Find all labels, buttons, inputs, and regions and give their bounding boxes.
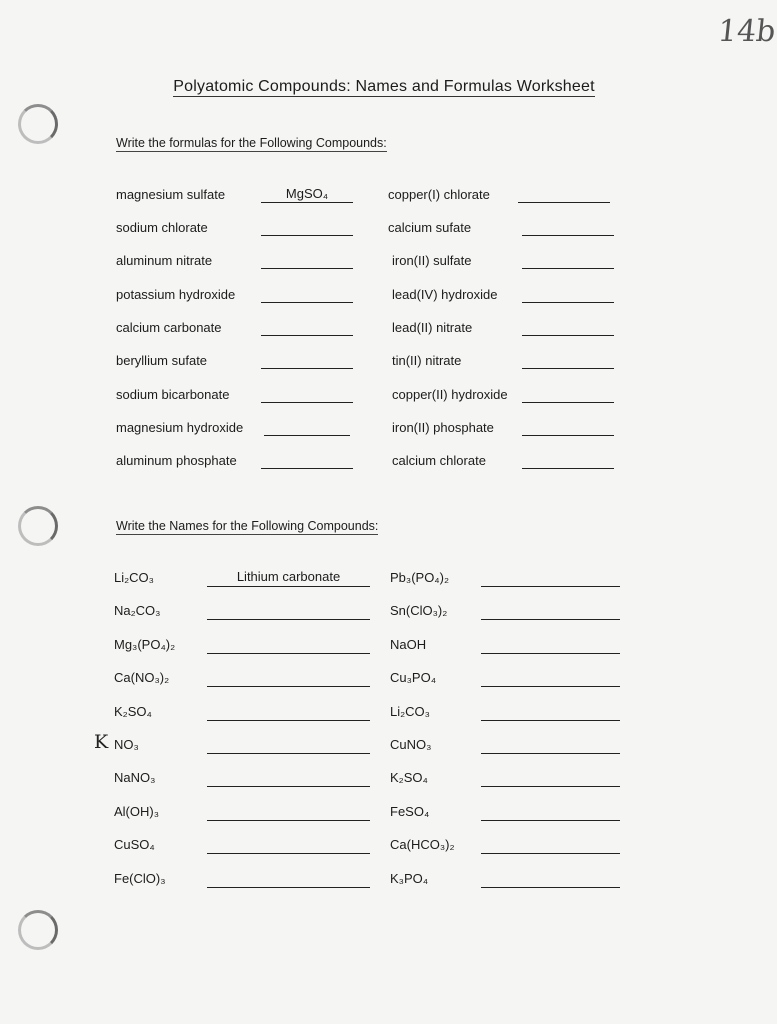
formula-answer-blank[interactable] — [522, 368, 614, 369]
compound-name: lead(IV) hydroxide — [392, 287, 498, 302]
formula-answer-blank[interactable] — [261, 268, 353, 269]
name-answer: Lithium carbonate — [236, 569, 341, 584]
compound-name: potassium hydroxide — [116, 287, 236, 302]
formula-answer-blank[interactable] — [264, 435, 350, 436]
formula-answer-blank[interactable] — [522, 435, 614, 436]
formula-label: Pb₃(PO₄)₂ — [390, 570, 449, 585]
compound-name: iron(II) sulfate — [392, 253, 472, 268]
name-answer-blank[interactable] — [207, 686, 370, 687]
name-answer-blank[interactable] — [207, 653, 370, 654]
compound-name: sodium chlorate — [116, 220, 208, 235]
name-answer-blank[interactable] — [207, 853, 370, 854]
page-title: Polyatomic Compounds: Names and Formulas Worksheet — [173, 78, 595, 95]
formula-answer-blank[interactable] — [522, 268, 614, 269]
compound-name: beryllium sufate — [116, 353, 208, 368]
formula-answer-blank[interactable] — [522, 302, 614, 303]
name-answer-blank[interactable] — [481, 820, 620, 821]
compound-name: aluminum phosphate — [116, 453, 237, 468]
formula-answer-blank[interactable] — [522, 335, 614, 336]
compound-name: magnesium hydroxide — [116, 420, 244, 435]
formula-answer-blank[interactable] — [518, 202, 610, 203]
name-answer-blank[interactable] — [481, 786, 620, 787]
compound-name: calcium carbonate — [116, 320, 222, 335]
formula-label: K₂SO₄ — [390, 770, 428, 785]
compound-name: sodium bicarbonate — [116, 387, 230, 402]
formula-label: K₂SO₄ — [114, 704, 152, 719]
name-answer-blank[interactable] — [481, 586, 620, 587]
formula-label: Ca(HCO₃)₂ — [390, 837, 455, 852]
name-answer-blank[interactable] — [481, 619, 620, 620]
formula-label: Al(OH)₃ — [114, 804, 160, 819]
compound-name: magnesium sulfate — [116, 187, 226, 202]
name-answer-blank[interactable] — [207, 720, 370, 721]
formula-answer-blank[interactable] — [522, 468, 614, 469]
formula-answer-blank[interactable] — [261, 302, 353, 303]
formula-answer-blank[interactable] — [261, 335, 353, 336]
formula-label: K₃PO₄ — [390, 871, 429, 886]
corner-note: 14b — [716, 14, 777, 49]
compound-name: copper(I) chlorate — [388, 187, 490, 202]
formula-answer-blank[interactable] — [261, 368, 353, 369]
formula-label: CuSO₄ — [114, 837, 155, 852]
formula-label: Cu₃PO₄ — [390, 670, 437, 685]
formula-label: FeSO₄ — [390, 804, 430, 819]
formula-label: Fe(ClO)₃ — [114, 871, 166, 886]
name-answer-blank[interactable] — [481, 653, 620, 654]
compound-name: calcium sufate — [388, 220, 472, 235]
formula-answer-blank[interactable] — [261, 468, 353, 469]
formula-label: CuNO₃ — [390, 737, 432, 752]
formula-answer-blank[interactable] — [261, 202, 353, 203]
formula-label: Mg₃(PO₄)₂ — [114, 637, 176, 652]
binder-hole-bottom — [18, 910, 58, 950]
name-answer-blank[interactable] — [481, 887, 620, 888]
compound-name: copper(II) hydroxide — [392, 387, 508, 402]
section2-heading: Write the Names for the Following Compounds: — [116, 519, 379, 533]
formula-label: Ca(NO₃)₂ — [114, 670, 170, 685]
compound-name: lead(II) nitrate — [392, 320, 473, 335]
formula-answer-blank[interactable] — [261, 402, 353, 403]
formula-label: NO₃ — [114, 737, 139, 752]
formula-answer-blank[interactable] — [522, 402, 614, 403]
name-answer-blank[interactable] — [481, 686, 620, 687]
name-answer-blank[interactable] — [481, 753, 620, 754]
formula-label: NaNO₃ — [114, 770, 156, 785]
name-answer-blank[interactable] — [481, 720, 620, 721]
name-answer-blank[interactable] — [207, 786, 370, 787]
handwritten-k: K — [94, 731, 109, 753]
formula-answer-blank[interactable] — [261, 235, 353, 236]
formula-label: Na₂CO₃ — [114, 603, 161, 618]
formula-answer: MgSO₄ — [285, 186, 329, 201]
formula-label: Sn(ClO₃)₂ — [390, 603, 448, 618]
formula-label: NaOH — [390, 637, 427, 652]
binder-hole-top — [18, 104, 58, 144]
name-answer-blank[interactable] — [207, 586, 370, 587]
name-answer-blank[interactable] — [207, 820, 370, 821]
section1-heading: Write the formulas for the Following Compounds: — [116, 136, 387, 150]
name-answer-blank[interactable] — [481, 853, 620, 854]
compound-name: calcium chlorate — [392, 453, 486, 468]
name-answer-blank[interactable] — [207, 753, 370, 754]
name-answer-blank[interactable] — [207, 619, 370, 620]
compound-name: iron(II) phosphate — [392, 420, 494, 435]
compound-name: tin(II) nitrate — [392, 353, 462, 368]
formula-answer-blank[interactable] — [522, 235, 614, 236]
binder-hole-middle — [18, 506, 58, 546]
compound-name: aluminum nitrate — [116, 253, 213, 268]
formula-label: Li₂CO₃ — [390, 704, 430, 719]
name-answer-blank[interactable] — [207, 887, 370, 888]
formula-label: Li₂CO₃ — [114, 570, 154, 585]
